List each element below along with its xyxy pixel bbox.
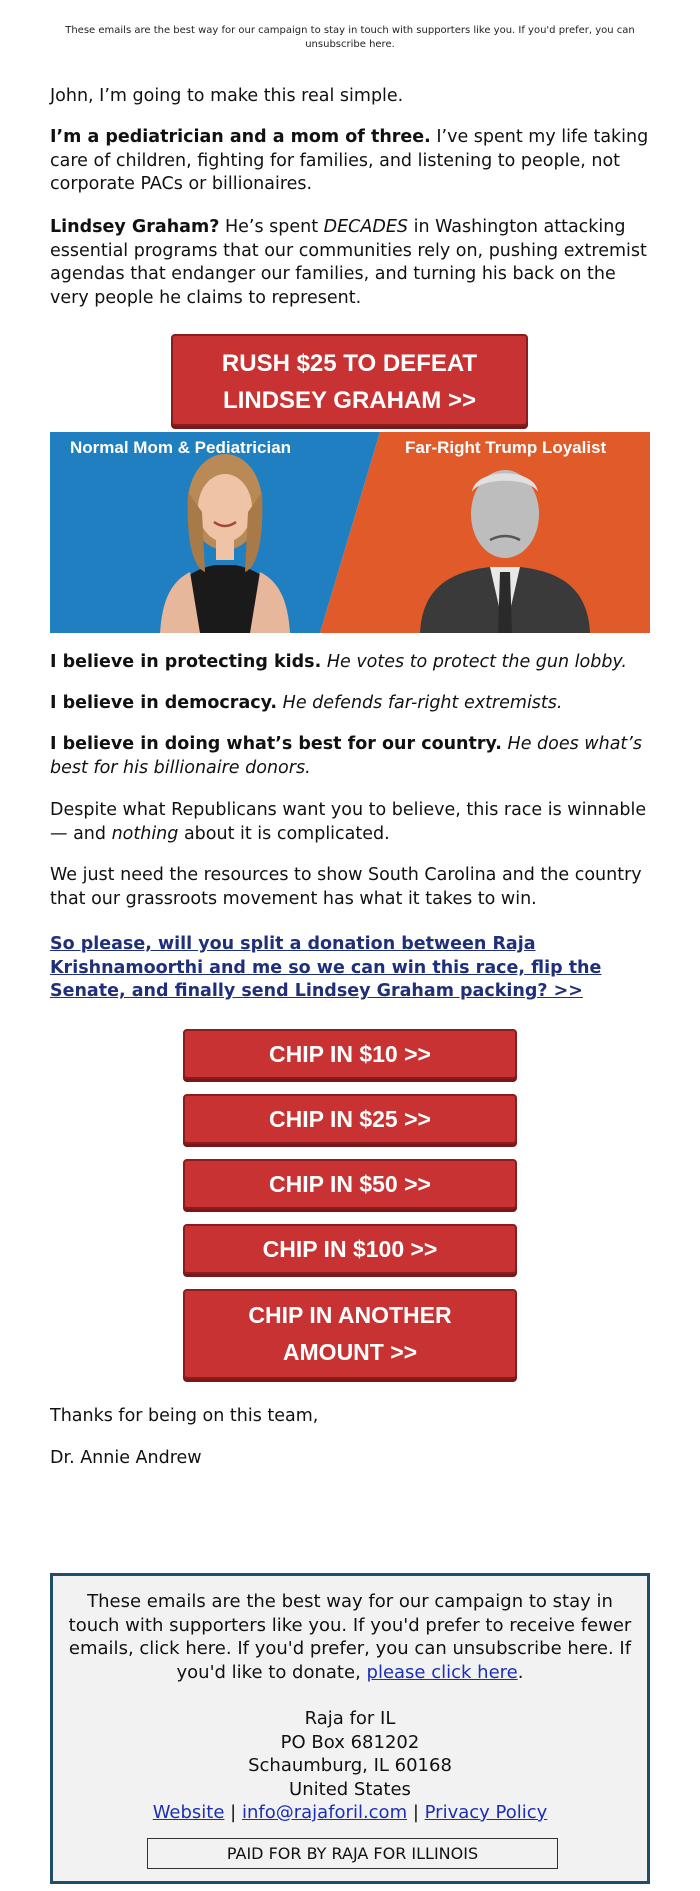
chip-50-button[interactable]: CHIP IN $50 >>	[183, 1159, 517, 1209]
resources-paragraph: We just need the resources to show South Carolina and the country that our grassroots movement has what it takes to win.	[50, 865, 642, 909]
banner-right-label: Far-Right Trump Loyalist	[405, 438, 607, 457]
graham-rest: in Washington attacking essential programs that our communities rely on, pushing extremist agendas that endanger our families, and turning his back on the very people he claims to represent.	[50, 217, 647, 308]
donate-link[interactable]: please click here	[366, 1661, 518, 1683]
belief-democracy	[50, 692, 650, 716]
email-link[interactable]: info@rajaforil.com	[241, 1802, 408, 1823]
race-paragraph	[50, 799, 650, 846]
website-link[interactable]: Website	[152, 1802, 225, 1823]
comparison-banner[interactable]	[50, 432, 650, 633]
race-italic: nothing	[111, 823, 179, 844]
footer-address1: PO Box 681202	[280, 1731, 420, 1753]
signoff: Thanks for being on this team,	[50, 1406, 319, 1426]
race-pre: Despite what Republicans want you to believe, this race is winnable — and	[50, 800, 647, 844]
footer	[50, 1573, 650, 1884]
greeting-paragraph: John, I’m going to make this real simple.	[50, 86, 404, 106]
race-rest: about it is complicated.	[178, 823, 390, 844]
belief-kids-italic: He votes to protect the gun lobby.	[326, 652, 627, 672]
preheader-text: These emails are the best way for our campaign to stay in touch with supporters like you. If you'd prefer, you can unsubscribe here.	[65, 25, 635, 50]
ask-paragraph	[50, 933, 650, 1004]
belief-democracy-bold: I believe in democracy.	[50, 693, 278, 713]
intro-paragraph	[50, 126, 650, 197]
footer-text	[67, 1590, 633, 1684]
belief-country-italic: He does what’s best for his billionaire donors.	[50, 734, 642, 778]
footer-body: These emails are the best way for our campaign to stay in touch with supporters like you. If you'd prefer to receive fewer emails, click here. If you'd prefer, you can unsubscribe here. If you'd like to donate,	[68, 1591, 632, 1683]
chip-other-line1: CHIP IN ANOTHER	[248, 1302, 452, 1328]
banner-graphic	[50, 432, 650, 633]
belief-democracy-italic: He defends far-right extremists.	[282, 693, 563, 713]
split-donation-link[interactable]: So please, will you split a donation between Raja Krishnamoorthi and me so we can win this race, flip the Senate, and finally send Lindsey Graham packing? >>	[50, 934, 602, 1001]
belief-kids	[50, 651, 650, 675]
footer-sep-2: |	[407, 1802, 425, 1823]
chip-100-button[interactable]: CHIP IN $100 >>	[183, 1224, 517, 1274]
belief-country-bold: I believe in doing what’s best for our country.	[50, 734, 502, 754]
chip-other-amount-button[interactable]	[183, 1289, 517, 1379]
graham-pre: He’s spent	[219, 217, 324, 237]
footer-address2: Schaumburg, IL 60168	[248, 1755, 452, 1776]
privacy-policy-link[interactable]: Privacy Policy	[424, 1802, 548, 1823]
paid-for-disclaimer: PAID FOR BY RAJA FOR ILLINOIS	[147, 1838, 558, 1869]
graham-bold: Lindsey Graham?	[50, 217, 220, 237]
rush-25-button[interactable]	[171, 334, 528, 426]
chip-25-button[interactable]: CHIP IN $25 >>	[183, 1094, 517, 1144]
intro-rest: I’ve spent my life taking care of children, fighting for families, and listening to people, not corporate PACs or billionaires.	[50, 127, 649, 194]
banner-left-label: Normal Mom & Pediatrician	[70, 438, 292, 457]
rush-button-line2: LINDSEY GRAHAM >>	[223, 387, 476, 414]
footer-org: Raja for IL	[304, 1708, 396, 1729]
intro-bold: I’m a pediatrician and a mom of three.	[50, 127, 431, 147]
rush-button-line1: RUSH $25 TO DEFEAT	[221, 350, 478, 377]
belief-country	[50, 733, 650, 780]
signature: Dr. Annie Andrew	[50, 1448, 202, 1468]
chip-10-button[interactable]: CHIP IN $10 >>	[183, 1029, 517, 1079]
chip-other-line2: AMOUNT >>	[282, 1339, 418, 1365]
footer-period: .	[517, 1661, 524, 1683]
belief-kids-bold: I believe in protecting kids.	[50, 652, 322, 672]
footer-country: United States	[289, 1778, 411, 1800]
graham-italic: DECADES	[323, 217, 409, 237]
graham-paragraph	[50, 216, 650, 310]
footer-sep-1: |	[224, 1802, 242, 1823]
footer-links	[67, 1801, 633, 1825]
